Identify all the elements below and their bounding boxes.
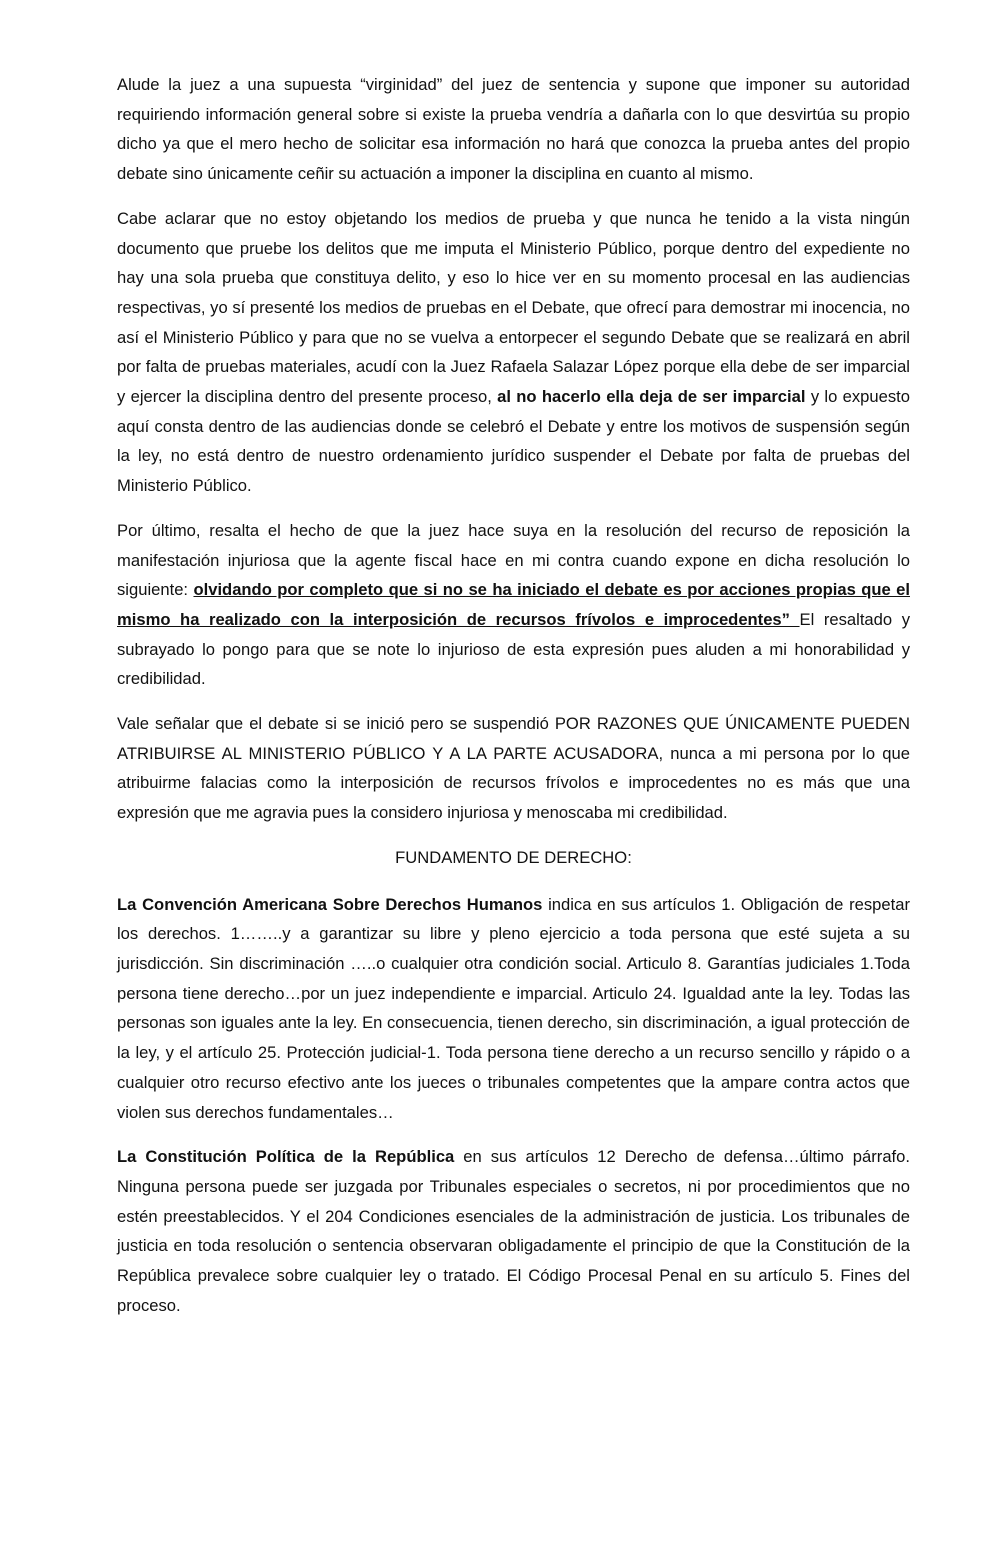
paragraph-por-ultimo [117, 516, 910, 694]
paragraph-constitucion [117, 1142, 910, 1320]
bold-imparcial-phrase: al no hacerlo ella deja de ser imparcial [497, 387, 806, 407]
constitucion-text: en sus artículos 12 Derecho de defensa…último párrafo. Ninguna persona puede ser juzgada por Tribunales especiales o secretos, ni por procedimientos que no estén preestablecidos. Y el 204 Condiciones esenciales de la administración de justicia. Los tribunales de justicia en toda resolución o sentencia observaran obligadamente el principio de que la Constitución de la República prevalece sobre cualquier ley o tratado. El Código Procesal Penal en su artículo 5. Fines del proceso. [117, 1147, 910, 1315]
constitucion-title: La Constitución Política de la República [117, 1147, 455, 1167]
paragraph-por-ultimo-text-2: El resaltado y subrayado lo pongo para que se note lo injurioso de esta expresión pues aluden a mi honorabilidad y credibilidad. [117, 609, 910, 689]
paragraph-virginidad: Alude la juez a una supuesta “virginidad” del juez de sentencia y supone que imponer su autoridad requiriendo información general sobre si existe la prueba vendría a dañarla con lo que desvirtúa su propio dicho ya que el mero hecho de solicitar esa información no hará que conozca la prueba antes del propio debate sino únicamente ceñir su actuación a imponer la disciplina en cuanto al mismo. [117, 75, 910, 184]
paragraph-aclaracion-text-1: Cabe aclarar que no estoy objetando los medios de prueba y que nunca he tenido a la vista ningún documento que pruebe los delitos que me imputa el Ministerio Público, porque dentro del expediente no hay una sola prueba que constituya delito, y eso lo hice ver en su momento procesal en las audiencias respectivas, yo sí presenté los medios de pruebas en el Debate, que ofrecí para demostrar mi inocencia, no así el Ministerio Público y para que no se vuelva a entorpecer el segundo Debate que se realizará en abril por falta de pruebas materiales, acudí con la Juez Rafaela Salazar López porque ella debe de ser imparcial y ejercer la disciplina dentro del presente proceso, [117, 208, 910, 407]
underlined-quote: olvidando por completo que si no se ha iniciado el debate es por acciones propias que el mismo ha realizado con la interposición de recursos frívolos e improcedentes” [117, 580, 910, 629]
document-page [117, 70, 910, 1335]
paragraph-vale-senalar: Vale señalar que el debate si se inició pero se suspendió POR RAZONES QUE ÚNICAMENTE PUEDEN ATRIBUIRSE AL MINISTERIO PÚBLICO Y A LA PARTE ACUSADORA, nunca a mi persona por lo que atribuirme falacias como la interposición de recursos frívolos e improcedentes no es más que una expresión que me agravia pues la considero injuriosa y menoscaba mi credibilidad. [117, 714, 910, 823]
convencion-title: La Convención Americana Sobre Derechos Humanos [117, 894, 543, 914]
paragraph-convencion [117, 890, 910, 1128]
paragraph-aclaracion [117, 204, 910, 501]
convencion-text: indica en sus artículos 1. Obligación de respetar los derechos. 1……..y a garantizar su libre y pleno ejercicio a toda persona que esté sujeta a su jurisdicción. Sin discriminación …..o cualquier otra condición social. Articulo 8. Garantías judiciales 1.Toda persona tiene derecho…por un juez independiente e imparcial. Articulo 24. Igualdad ante la ley. Todas las personas son iguales ante la ley. En consecuencia, tienen derecho, sin discriminación, a igual protección de la ley, y el artículo 25. Protección judicial-1. Toda persona tiene derecho a un recurso sencillo y rápido o a cualquier otro recurso efectivo ante los jueces o tribunales competentes que la ampare contra actos que violen sus derechos fundamentales… [117, 894, 910, 1122]
paragraph-aclaracion-text-2: y lo expuesto aquí consta dentro de las audiencias donde se celebró el Debate y entre los motivos de suspensión según la ley, no está dentro de nuestro ordenamiento jurídico suspender el Debate por falta de pruebas del Ministerio Público. [117, 387, 911, 496]
section-heading: FUNDAMENTO DE DERECHO: [395, 847, 632, 867]
paragraph-por-ultimo-text-1: Por último, resalta el hecho de que la juez hace suya en la resolución del recurso de reposición la manifestación injuriosa que la agente fiscal hace en mi contra cuando expone en dicha resolución lo siguiente: [117, 520, 910, 600]
